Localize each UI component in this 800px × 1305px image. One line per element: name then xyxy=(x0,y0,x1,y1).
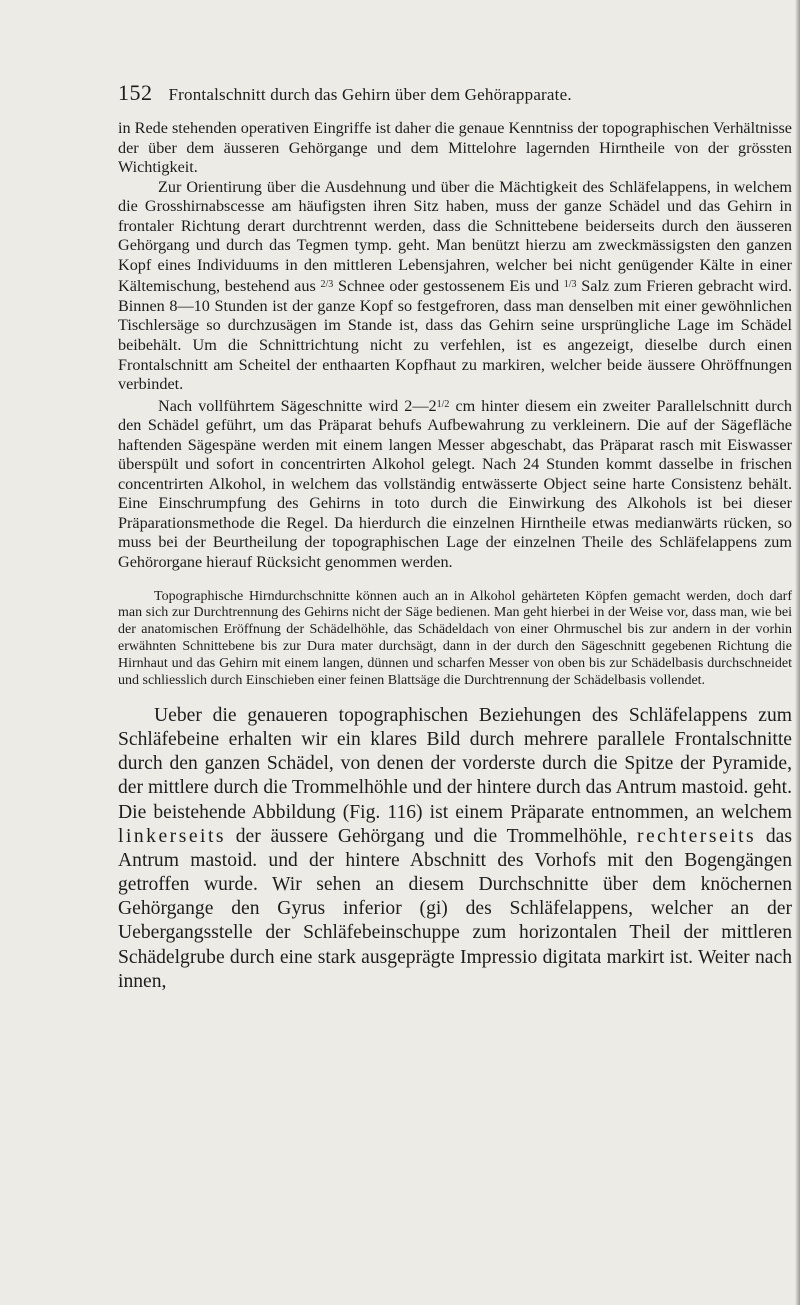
paragraph-2-text-c: Salz zum Frieren gebracht wird. Binnen 8—10 Stunden ist der ganze Kopf so festgefroren, dass man denselben mit einer gewöhnlichen Tischlersäge so durchzusägen im Stande ist, dass das Gehirn seine ursprüngliche Lage im Schädel beibehält. Um die Schnittrichtung nicht zu verfehlen, ist es angezeigt, dieselbe durch einen Frontalschnitt am Scheitel der enthaarten Kopfhaut zu markiren, welcher beide äussere Ohröffnungen verbindet. xyxy=(118,277,792,394)
fraction-one-half: 1/2 xyxy=(436,398,450,410)
running-title: Frontalschnitt durch das Gehirn über dem Gehörapparate. xyxy=(168,85,572,104)
page-body xyxy=(118,119,792,994)
small-print-note: Topographische Hirndurchschnitte können auch an in Alkohol gehärteten Köpfen gemacht werden, doch darf man sich zur Durchtrennung des Gehirns nicht der Säge bedienen. Man geht hierbei in der Weise vor, dass man, wie bei der anatomischen Eröffnung der Schädelhöhle, das Schädeldach von einer Ohrmuschel bis zur andern in der vorhin erwähnten Schnittebene bis zur Dura mater durchsägt, dann in der durch den Sägeschnitt gegebenen Richtung die Hirnhaut und das Gehirn mit einem langen, dünnen und scharfen Messer von oben bis zur Schädelbasis durchschneidet und schliesslich durch Einschieben einer feinen Blattsäge die Durchtrennung der Schädelbasis vollendet. xyxy=(118,588,792,689)
paragraph-1: in Rede stehenden operativen Eingriffe ist daher die genaue Kenntniss der topographischen Verhältnisse der über dem äusseren Gehörgange und dem Mittelohre lagernden Hirntheile von der grössten Wichtigkeit. xyxy=(118,119,792,177)
large-paragraph-text-a: Ueber die genaueren topographischen Beziehungen des Schläfelappens zum Schläfebeine erhalten wir ein klares Bild durch mehrere parallele Frontalschnitte durch den ganzen Schädel, von denen der vorderste durch die Spitze der Pyramide, der mittlere durch die Trommelhöhle und der hintere durch das Antrum mastoid. geht. Die beistehende Abbildung (Fig. 116) ist einem Präparate entnommen, an welchem xyxy=(118,705,792,823)
paragraph-3-text-b: cm hinter diesem ein zweiter Parallelschnitt durch den Schädel geführt, um das Präparat behufs Aufbewahrung zu verkleinern. Die auf der Sägefläche haftenden Sägespäne werden mit einem langen Messer abgeschabt, das Präparat rasch mit Eiswasser überspült und sofort in concentrirten Alkohol gelegt. Nach 24 Stunden kommt dasselbe in frischen concentrirten Alkohol, in welchem das vollständig entwässerte Object seine harte Consistenz behält. Eine Einschrumpfung des Gehirns in toto durch die Einwirkung des Alkohols ist bei dieser Präparationsmethode die Regel. Da hierdurch die einzelnen Hirntheile etwas medianwärts rücken, so muss bei der Beurtheilung der topographischen Lage der einzelnen Theile des Schläfelappens zum Gehörorgane hierauf Rücksicht genommen werden. xyxy=(118,396,792,572)
paragraph-2 xyxy=(118,178,792,395)
paragraph-3-text-a: Nach vollführtem Sägeschnitte wird 2—2 xyxy=(158,396,437,415)
large-paragraph-text-b: der äussere Gehörgang und die Trommelhöhle, xyxy=(226,825,637,847)
spaced-word-linkerseits: linkerseits xyxy=(118,825,227,847)
fraction-two-thirds: 2/3 xyxy=(320,279,334,291)
large-paragraph-text-c: das Antrum mastoid. und der hintere Abschnitt des Vorhofs mit den Bogengängen getroffen wurde. Wir sehen an diesem Durchschnitte über dem knöchernen Gehörgange den Gyrus inferior (gi) des Schläfelappens, welcher an der Uebergangsstelle der Schläfebeinschuppe zum horizontalen Theil der mittleren Schädelgrube durch eine stark ausgeprägte Impressio digitata markirt ist. Weiter nach innen, xyxy=(118,825,792,992)
page-number: 152 xyxy=(118,80,153,105)
paragraph-2-text-b: Schnee oder gestossenem Eis und xyxy=(333,277,564,296)
spaced-word-rechterseits: rechterseits xyxy=(636,825,757,847)
running-head xyxy=(118,80,678,106)
page-edge-shadow xyxy=(795,0,800,1305)
paragraph-3 xyxy=(118,395,792,573)
fraction-one-third: 1/3 xyxy=(563,279,577,291)
paragraph-2-text-a: Zur Orientirung über die Ausdehnung und über die Mächtigkeit des Schläfelappens, in welchem die Grosshirnabscesse am häufigsten ihren Sitz haben, muss der ganze Schädel und das Gehirn in frontaler Richtung derart durchtrennt werden, dass die Schnittebene beiderseits durch den äusseren Gehörgang und durch das Tegmen tymp. geht. Man benützt hierzu am zweckmässigsten den ganzen Kopf eines Individuums in den mittleren Lebensjahren, welcher bei nicht genügender Kälte in einer Kältemischung, bestehend aus xyxy=(118,177,792,296)
large-print-paragraph xyxy=(118,704,792,994)
